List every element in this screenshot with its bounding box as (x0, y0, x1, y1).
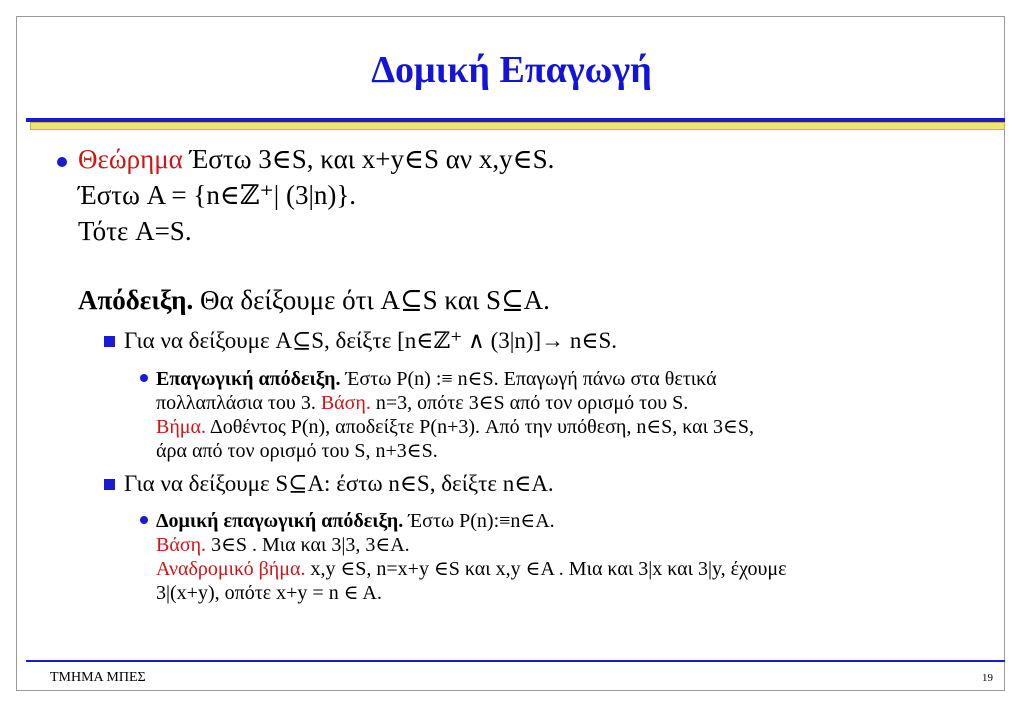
square-bullet-icon (104, 479, 115, 490)
title-rule-yellow (30, 122, 1005, 130)
footer-rule (26, 660, 1005, 662)
structural-line-4: 3|(x+y), οπότε x+y = n ∈ A. (156, 582, 382, 604)
basis-label: Βάση. (320, 392, 371, 414)
theorem-label: Θεώρημα (78, 144, 183, 174)
page-number: 19 (982, 672, 993, 684)
structural-line-2 (156, 532, 410, 557)
induction-text: Έστω P(n) :≡ n∈S. Επαγωγή πάνω στα θετικά (340, 368, 717, 390)
subset-sa-line: Για να δείξουμε S⊆A: έστω n∈S, δείξτε n∈A. (124, 471, 554, 496)
induction-line-2 (156, 390, 688, 415)
basis-text: n=3, οπότε 3∈S από τον ορισμό του S. (370, 392, 689, 414)
subset-as-line: Για να δείξουμε A⊆S, δείξτε [n∈ℤ⁺ ∧ (3|n)]→ n∈S. (124, 328, 617, 353)
structural-basis-label: Βάση. (156, 534, 207, 556)
induction-line2-text: πολλαπλάσια του 3. (156, 392, 321, 414)
induction-line-4: άρα από τον ορισμό του S, n+3∈S. (156, 440, 438, 462)
slide-title: Δομική Επαγωγή (371, 49, 652, 91)
theorem-line (78, 144, 554, 175)
recursive-step-label: Αναδρομικό βήμα. (156, 558, 306, 580)
proof-text: Θα δείξουμε ότι A⊆S και S⊆A. (193, 285, 550, 315)
structural-line-3 (156, 556, 787, 581)
structural-label: Δομική επαγωγική απόδειξη. (156, 510, 404, 532)
induction-label: Επαγωγική απόδειξη. (156, 368, 341, 390)
proof-line (78, 285, 550, 316)
recursive-step-text: x,y ∈S, n=x+y ∈S και x,y ∈A . Μια και 3|x και 3|y, έχουμε (305, 558, 787, 580)
bullet-dot-icon (57, 157, 67, 167)
square-bullet-icon (104, 336, 115, 347)
structural-basis-text: 3∈S . Μια και 3|3, 3∈A. (206, 534, 410, 556)
small-bullet-icon (140, 516, 148, 524)
structural-line-1 (156, 508, 555, 533)
induction-line-3 (156, 414, 754, 439)
step-text: Δοθέντος P(n), αποδείξτε P(n+3). Από την υπόθεση, n∈S, και 3∈S, (206, 416, 754, 438)
step-label: Βήμα. (156, 416, 206, 438)
theorem-line-3: Τότε A=S. (78, 216, 192, 246)
theorem-text: Έστω 3∈S, και x+y∈S αν x,y∈S. (182, 144, 555, 174)
induction-line-1 (156, 366, 717, 391)
structural-text: Έστω P(n):≡n∈A. (403, 510, 555, 532)
theorem-line-2: Έστω A = {n∈ℤ⁺| (3|n)}. (78, 180, 357, 210)
proof-label: Απόδειξη. (78, 285, 194, 315)
small-bullet-icon (140, 374, 148, 382)
footer-department: ΤΜΗΜΑ ΜΠΕΣ (50, 670, 146, 685)
